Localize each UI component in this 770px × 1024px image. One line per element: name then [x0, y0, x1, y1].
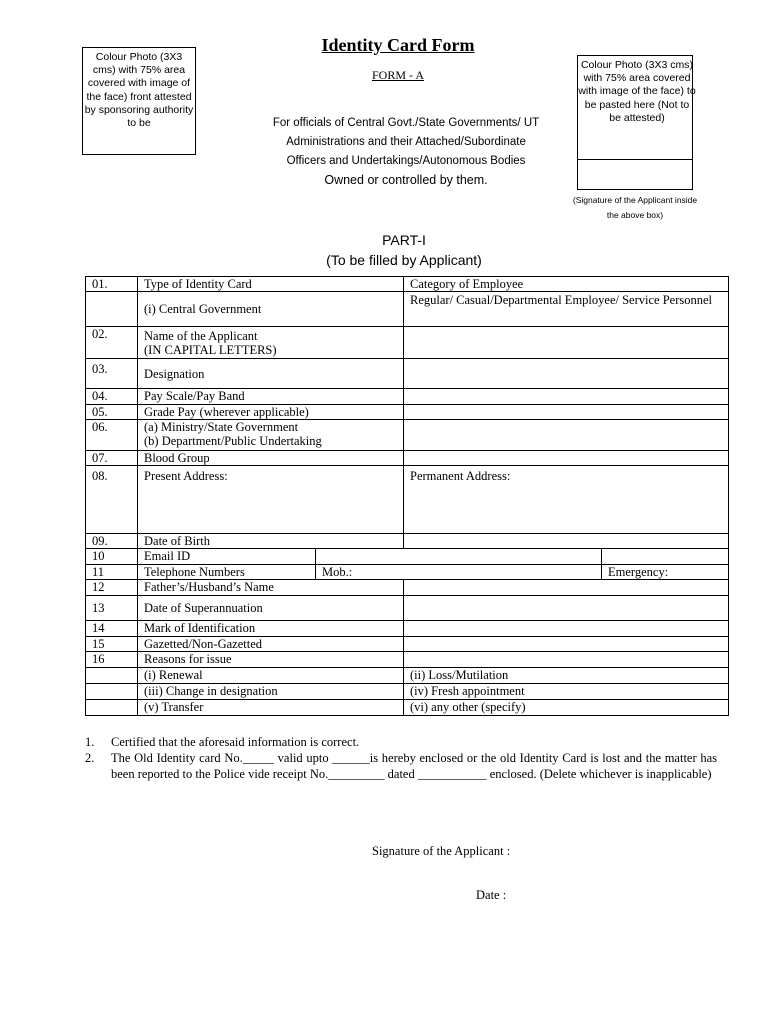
dob-field[interactable] [404, 534, 729, 549]
officials-line: Administrations and their Attached/Subordinate [286, 136, 526, 148]
table-row [86, 420, 729, 451]
row-number: 04. [86, 389, 138, 405]
emergency-field[interactable]: Emergency: [602, 565, 729, 580]
reason-option[interactable]: (v) Transfer [138, 700, 404, 716]
reason-option[interactable]: (i) Renewal [138, 668, 404, 684]
reason-option[interactable]: (iii) Change in designation [138, 684, 404, 700]
row-number: 10 [86, 549, 138, 565]
signature-note: (Signature of the Applicant inside the above box) [572, 195, 698, 220]
table-row [86, 621, 729, 637]
identification-mark-field[interactable] [404, 621, 729, 637]
field-label: Designation [138, 359, 404, 389]
table-row [86, 405, 729, 420]
row-number: 15 [86, 637, 138, 652]
field-label: Date of Birth [138, 534, 404, 549]
field-label: Reasons for issue [138, 652, 404, 668]
field-label: Pay Scale/Pay Band [138, 389, 404, 405]
row-number: 01. [86, 277, 138, 292]
photo-box-left [82, 47, 196, 155]
note-item [85, 750, 717, 782]
reason-option[interactable]: (vi) any other (specify) [404, 700, 729, 716]
field-label [138, 327, 404, 359]
field-label: Gazetted/Non-Gazetted [138, 637, 404, 652]
field-label: Regular/ Casual/Departmental Employee/ Service Personnel [404, 292, 729, 327]
field-label: Blood Group [138, 451, 404, 466]
row-number: 03. [86, 359, 138, 389]
field-label-line: (b) Department/Public Undertaking [144, 434, 322, 448]
field-label: Email ID [138, 549, 316, 565]
signature-box [577, 159, 693, 193]
note-number: 2. [85, 751, 95, 765]
table-row [86, 580, 729, 596]
designation-field[interactable] [404, 359, 729, 389]
gazetted-field[interactable] [404, 637, 729, 652]
table-row [86, 637, 729, 652]
empty-cell [86, 668, 138, 684]
empty-cell [86, 700, 138, 716]
row-number: 13 [86, 596, 138, 621]
form-label: FORM - A [371, 68, 424, 82]
row-number: 06. [86, 420, 138, 451]
field-label-line: Name of the Applicant [144, 329, 258, 343]
part-subtitle: (To be filled by Applicant) [326, 252, 482, 268]
ministry-field[interactable] [404, 420, 729, 451]
father-name-field[interactable] [404, 580, 729, 596]
reason-option[interactable]: (iv) Fresh appointment [404, 684, 729, 700]
table-row [86, 684, 729, 700]
note-text: The Old Identity card No._____ valid upto ______is hereby enclosed or the old Identity Card is lost and the matter has been reported to the Police vide receipt No._________ dated ___________ enclosed. (Delete whichever is inapplicable) [111, 751, 717, 781]
name-field[interactable] [404, 327, 729, 359]
note-number: 1. [85, 735, 95, 749]
applicant-form-table [85, 276, 729, 716]
officials-line: For officials of Central Govt./State Governments/ UT [272, 117, 540, 129]
table-row [86, 549, 729, 565]
photo-left-text: Colour Photo (3X3 cms) with 75% area covered with image of the face) front attested by sponsoring authority to be [84, 51, 194, 130]
mobile-field[interactable]: Mob.: [316, 565, 602, 580]
field-label: Date of Superannuation [138, 596, 404, 621]
table-row [86, 668, 729, 684]
field-label [138, 420, 404, 451]
field-label: Father’s/Husband’s Name [138, 580, 404, 596]
field-label: Category of Employee [404, 277, 729, 292]
empty-cell [86, 292, 138, 327]
table-row [86, 534, 729, 549]
field-label: Mark of Identification [138, 621, 404, 637]
table-row [86, 466, 729, 534]
table-row [86, 359, 729, 389]
permanent-address-field[interactable]: Permanent Address: [404, 466, 729, 534]
officials-line: Officers and Undertakings/Autonomous Bodies [286, 155, 526, 167]
empty-cell [602, 549, 729, 565]
reason-option[interactable]: (ii) Loss/Mutilation [404, 668, 729, 684]
part-title: PART-I [382, 232, 426, 248]
table-row [86, 389, 729, 405]
table-row [86, 700, 729, 716]
certification-notes [85, 734, 717, 782]
table-row [86, 327, 729, 359]
email-field[interactable] [316, 549, 602, 565]
officials-line: Owned or controlled by them. [324, 173, 488, 187]
photo-right-text: Colour Photo (3X3 cms) with 75% area covered with image of the face) to be pasted here (Not to be attested) [578, 59, 696, 124]
row-number: 08. [86, 466, 138, 534]
row-number: 07. [86, 451, 138, 466]
table-row [86, 277, 729, 292]
date-label: Date : [476, 888, 507, 902]
table-row [86, 565, 729, 580]
field-label: (i) Central Government [138, 292, 404, 327]
field-label-line: (a) Ministry/State Government [144, 420, 299, 434]
signature-label: Signature of the Applicant : [372, 844, 511, 858]
note-item [85, 734, 717, 750]
field-label: Telephone Numbers [138, 565, 316, 580]
row-number: 12 [86, 580, 138, 596]
row-number: 02. [86, 327, 138, 359]
row-number: 05. [86, 405, 138, 420]
table-row [86, 292, 729, 327]
present-address-field[interactable]: Present Address: [138, 466, 404, 534]
note-text: Certified that the aforesaid information is correct. [111, 735, 360, 749]
field-label: Type of Identity Card [138, 277, 404, 292]
part-heading [0, 230, 770, 270]
superannuation-field[interactable] [404, 596, 729, 621]
blood-group-field[interactable] [404, 451, 729, 466]
field-label-line: (IN CAPITAL LETTERS) [144, 343, 277, 357]
empty-cell [404, 652, 729, 668]
row-number: 16 [86, 652, 138, 668]
empty-cell [86, 684, 138, 700]
table-row [86, 652, 729, 668]
field-label: Grade Pay (wherever applicable) [138, 405, 404, 420]
row-number: 09. [86, 534, 138, 549]
row-number: 14 [86, 621, 138, 637]
pay-scale-field[interactable] [404, 389, 729, 405]
row-number: 11 [86, 565, 138, 580]
officials-text [258, 114, 554, 190]
table-row [86, 451, 729, 466]
page-title: Identity Card Form [321, 35, 475, 55]
table-row [86, 596, 729, 621]
grade-pay-field[interactable] [404, 405, 729, 420]
